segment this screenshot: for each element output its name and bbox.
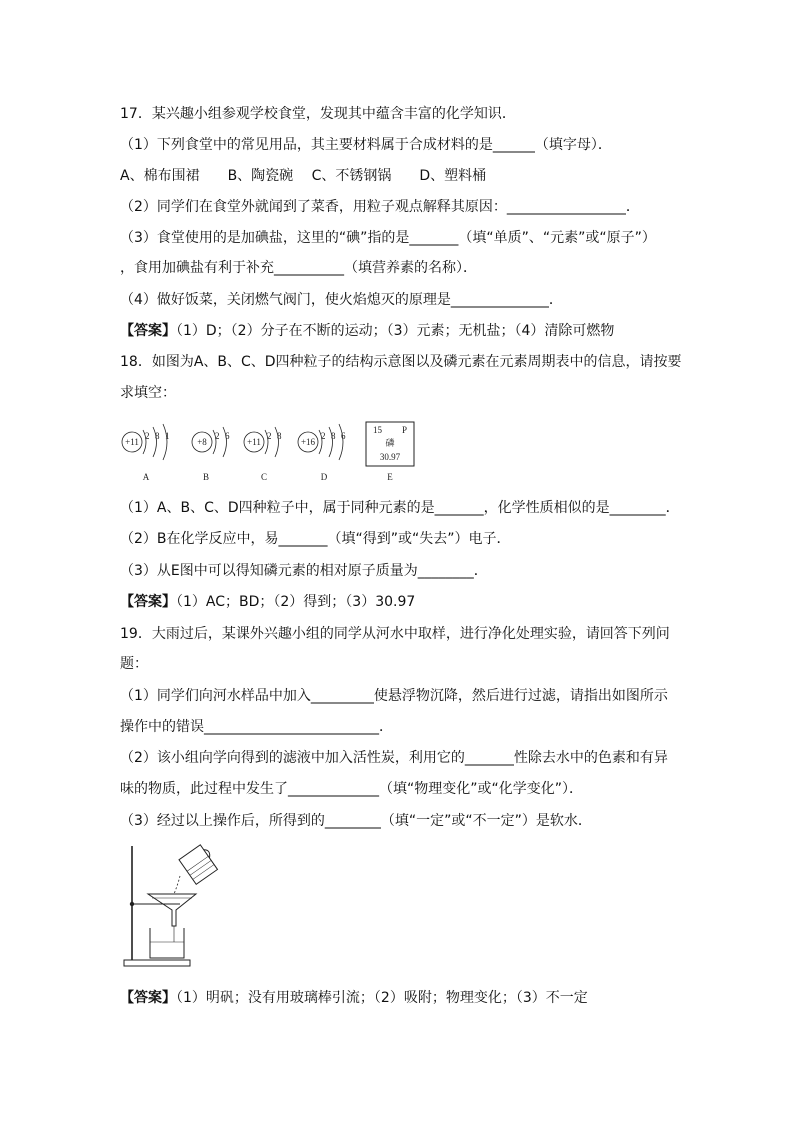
atom-a-shell-1: 2 bbox=[145, 431, 150, 441]
q19-part1a: （1）同学们向河水样品中加入_________使悬浮物沉降，然后进行过滤，请指出如图所示 bbox=[120, 688, 668, 704]
q19-part1b: 操作中的错误_________________________． bbox=[120, 719, 393, 735]
filtration-apparatus-figure bbox=[122, 842, 222, 970]
q17-part3b: ，食用加碘盐有利于补充__________（填营养素的名称）． bbox=[120, 260, 477, 276]
q18-part3: （3）从E图中可以得知磷元素的相对原子质量为________． bbox=[120, 563, 488, 579]
q17-answer: 【答案】（1）D；（2）分子在不断的运动；（3）元素；无机盐；（4）清除可燃物 bbox=[120, 323, 615, 339]
atom-diagram-a bbox=[122, 424, 170, 482]
atom-diagram-d bbox=[298, 424, 346, 482]
q18-part1: （1）A、B、C、D四种粒子中，属于同种元素的是_______，化学性质相似的是________． bbox=[120, 500, 680, 516]
q18-answer: 【答案】（1）AC；BD；（2）得到；（3）30.97 bbox=[120, 594, 416, 610]
q17-part4: （4）做好饭菜，关闭燃气阀门，使火焰熄灭的原理是______________． bbox=[120, 292, 563, 308]
element-name: 磷 bbox=[385, 438, 395, 448]
q19-part2a: （2）该小组向学向得到的滤液中加入活性炭，利用它的_______性除去水中的色素和有异 bbox=[120, 750, 668, 766]
q19-title-b: 题： bbox=[120, 656, 148, 672]
atom-b-shell-1: 2 bbox=[215, 431, 220, 441]
q18-title-b: 求填空： bbox=[120, 385, 176, 401]
element-mass: 30.97 bbox=[379, 452, 401, 462]
atom-c-label: C bbox=[260, 472, 268, 482]
q19-part2b: 味的物质，此过程中发生了_____________（填“物理变化”或“化学变化”）． bbox=[120, 781, 584, 797]
q18-part2: （2）B在化学反应中，易_______（填“得到”或“失去”）电子． bbox=[120, 531, 511, 547]
q17-part1: （1）下列食堂中的常见用品，其主要材料属于合成材料的是______（填字母）． bbox=[120, 137, 612, 153]
element-card-e bbox=[366, 422, 414, 482]
atom-diagram-b bbox=[192, 427, 230, 482]
atom-diagram-c bbox=[244, 427, 282, 482]
answer-tag: 【答案】 bbox=[120, 990, 176, 1006]
atom-a-shell-2: 8 bbox=[155, 431, 160, 441]
q17-part3a: （3）食堂使用的是加碘盐，这里的“碘”指的是_______（填“单质”、“元素”或“原子”） bbox=[120, 230, 656, 246]
q19-part3: （3）经过以上操作后，所得到的________（填“一定”或“不一定”）是软水． bbox=[120, 813, 592, 829]
atomic-structure-figure bbox=[118, 420, 418, 486]
q17-part2: （2）同学们在食堂外就闻到了菜香，用粒子观点解释其原因：_________________． bbox=[120, 199, 640, 215]
element-number: 15 bbox=[373, 425, 382, 435]
atom-d-label: D bbox=[320, 472, 328, 482]
answer-tag: 【答案】 bbox=[120, 594, 176, 610]
q19-answer: 【答案】（1）明矾；没有用玻璃棒引流；（2）吸附；物理变化；（3）不一定 bbox=[120, 990, 588, 1006]
atom-d-shell-3: 6 bbox=[341, 431, 346, 441]
atom-c-shell-1: 2 bbox=[267, 431, 272, 441]
q17-title: 17．某兴趣小组参观学校食堂，发现其中蕴含丰富的化学知识． bbox=[120, 106, 516, 122]
atom-b-nucleus: +8 bbox=[197, 437, 207, 447]
q17-options: A、棉布围裙 B、陶瓷碗 C、不锈钢锅 D、塑料桶 bbox=[120, 168, 487, 184]
atom-a-shell-3: 1 bbox=[165, 431, 170, 441]
atom-a-label: A bbox=[142, 472, 150, 482]
element-symbol: P bbox=[402, 425, 408, 435]
atom-c-nucleus: +11 bbox=[247, 437, 261, 447]
atom-b-label: B bbox=[202, 472, 210, 482]
atom-a-nucleus: +11 bbox=[125, 437, 139, 447]
atom-d-nucleus: +16 bbox=[300, 437, 316, 447]
atom-c-shell-2: 8 bbox=[277, 431, 282, 441]
element-label: E bbox=[387, 472, 393, 482]
atom-b-shell-2: 6 bbox=[225, 431, 230, 441]
answer-tag: 【答案】 bbox=[120, 323, 176, 339]
q19-title-a: 19．大雨过后，某课外兴趣小组的同学从河水中取样，进行净化处理实验，请回答下列问 bbox=[120, 626, 670, 642]
atom-d-shell-1: 2 bbox=[321, 431, 326, 441]
q18-title-a: 18．如图为A、B、C、D四种粒子的结构示意图以及磷元素在元素周期表中的信息，请按要 bbox=[120, 354, 682, 370]
atom-d-shell-2: 8 bbox=[331, 431, 336, 441]
